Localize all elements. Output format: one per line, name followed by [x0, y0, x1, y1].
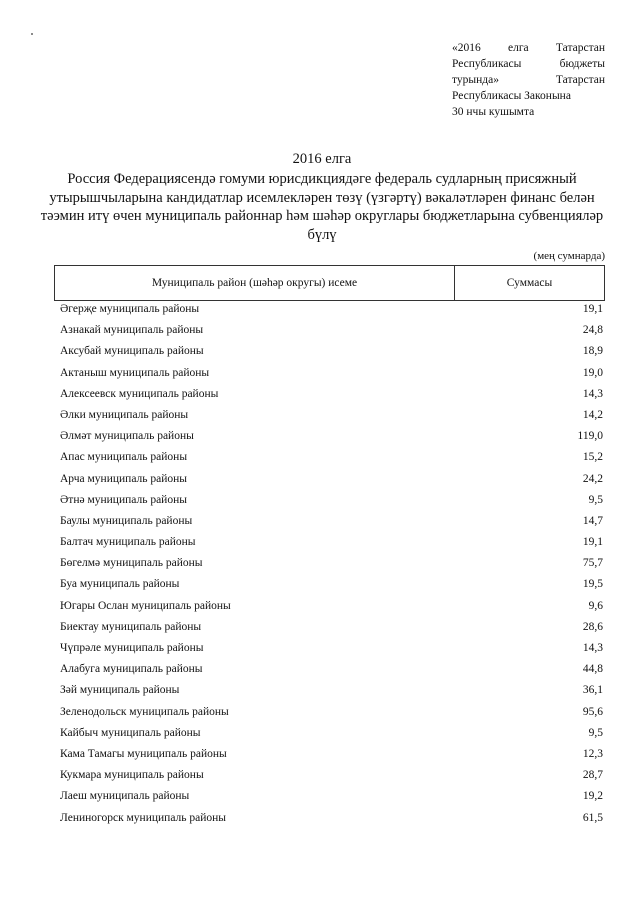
subsidy-amount: 12,3: [582, 747, 603, 760]
subsidy-amount: 24,2: [582, 472, 603, 485]
table-row: [54, 684, 605, 705]
table-row: [54, 345, 605, 366]
district-name: Баулы муниципаль районы: [60, 514, 193, 527]
district-name: Алабуга муниципаль районы: [60, 663, 203, 676]
district-name: Арча муниципаль районы: [60, 472, 188, 485]
table-row: [54, 303, 605, 324]
subsidy-amount: 9,5: [588, 493, 603, 506]
table-row: [54, 557, 605, 578]
district-name: Чүпрәле муниципаль районы: [60, 642, 204, 654]
table-row: [54, 790, 605, 811]
subsidy-amount: 14,3: [582, 387, 603, 400]
district-name: Әлмәт муниципаль районы: [60, 430, 194, 443]
subsidy-amount: 24,8: [582, 324, 603, 337]
subsidy-amount: 14,7: [582, 514, 603, 527]
subsidy-amount: 15,2: [582, 451, 603, 464]
table-row: [54, 663, 605, 684]
document-year: 2016 елга: [292, 151, 352, 167]
table-row: [54, 600, 605, 621]
subsidy-amount: 119,0: [577, 430, 603, 443]
subsidy-amount: 19,1: [582, 536, 603, 549]
subsidy-amount: 95,6: [582, 705, 603, 718]
subsidy-amount: 18,9: [582, 345, 603, 358]
subsidy-amount: 19,2: [582, 790, 603, 803]
table-row: [54, 706, 605, 727]
district-name: Балтач муниципаль районы: [60, 536, 196, 549]
table-row: [54, 324, 605, 345]
district-name: Буа муниципаль районы: [60, 578, 180, 591]
subsidy-amount: 19,0: [582, 366, 603, 379]
document-heading: Россия Федерациясендә гомуми юрисдикциядәге федераль судларның присяжный утырышчыларына кандидатлар исемлекләрен төзү (үзгәртү) вәкаләтләрен финанс белән тәэмин итү өчен муниципаль районнар һәм шәһәр округлары бюджетларына субвенцияләр бүлү: [40, 171, 604, 243]
table-row: [54, 769, 605, 790]
district-name: Зәй муниципаль районы: [60, 684, 180, 697]
table-row: [54, 642, 605, 663]
subsidy-amount: 9,6: [588, 599, 603, 612]
table-row: [54, 727, 605, 748]
district-name: Биектау муниципаль районы: [60, 620, 202, 633]
annex-line: 30 нчы кушымта: [452, 106, 535, 118]
table-row: [54, 748, 605, 769]
annex-line: «2016 елга Татарстан: [452, 42, 605, 54]
district-name: Аксубай муниципаль районы: [60, 345, 204, 358]
scan-speck: [31, 33, 33, 35]
table-row: [54, 812, 605, 833]
district-name: Әтнә муниципаль районы: [60, 493, 187, 506]
column-header-name: Муниципаль район (шәһәр округы) исеме: [55, 266, 455, 300]
district-name: Югары Ослан муниципаль районы: [60, 599, 231, 612]
table-row: [54, 621, 605, 642]
district-name: Лаеш муниципаль районы: [60, 790, 190, 803]
annex-line: Республикасы бюджеты: [452, 58, 605, 70]
table-row: [54, 388, 605, 409]
table-row: [54, 367, 605, 388]
subsidy-amount: 19,5: [582, 578, 603, 591]
table-header: [54, 265, 605, 301]
table-row: [54, 578, 605, 599]
district-name: Әгерҗе муниципаль районы: [60, 303, 200, 315]
district-name: Бөгелмә муниципаль районы: [60, 557, 203, 570]
units-note: (мең сумнарда): [533, 250, 605, 262]
table-row: [54, 451, 605, 472]
subsidy-amount: 14,3: [582, 642, 603, 654]
district-name: Кукмара муниципаль районы: [60, 769, 204, 782]
subsidy-amount: 14,2: [582, 408, 603, 421]
subsidy-amount: 19,1: [582, 303, 603, 315]
subsidy-amount: 28,6: [582, 620, 603, 633]
subsidy-amount: 9,5: [588, 726, 603, 739]
subsidy-amount: 36,1: [582, 684, 603, 697]
district-name: Апас муниципаль районы: [60, 451, 188, 464]
subsidy-amount: 61,5: [582, 811, 603, 824]
subsidy-amount: 28,7: [582, 769, 603, 782]
district-name: Кайбыч муниципаль районы: [60, 726, 201, 739]
table-row: [54, 473, 605, 494]
district-name: Азнакай муниципаль районы: [60, 324, 204, 337]
table-body: [54, 303, 605, 833]
district-name: Зеленодольск муниципаль районы: [60, 705, 229, 718]
title-block: [40, 150, 604, 244]
annex-reference: [452, 40, 605, 120]
column-header-sum: Суммасы: [506, 277, 553, 289]
subsidy-amount: 44,8: [582, 663, 603, 676]
annex-line: Республикасы Законына: [452, 90, 571, 102]
table-row: [54, 494, 605, 515]
table-row: [54, 430, 605, 451]
subsidy-table: [54, 265, 605, 833]
subsidy-amount: 75,7: [582, 557, 603, 570]
district-name: Актаныш муниципаль районы: [60, 366, 210, 379]
district-name: Алексеевск муниципаль районы: [60, 387, 219, 400]
district-name: Лениногорск муниципаль районы: [60, 811, 227, 824]
annex-line: турында» Татарстан: [452, 74, 605, 86]
table-row: [54, 409, 605, 430]
district-name: Әлки муниципаль районы: [60, 408, 189, 421]
district-name: Кама Тамагы муниципаль районы: [60, 747, 227, 760]
table-row: [54, 536, 605, 557]
table-row: [54, 515, 605, 536]
